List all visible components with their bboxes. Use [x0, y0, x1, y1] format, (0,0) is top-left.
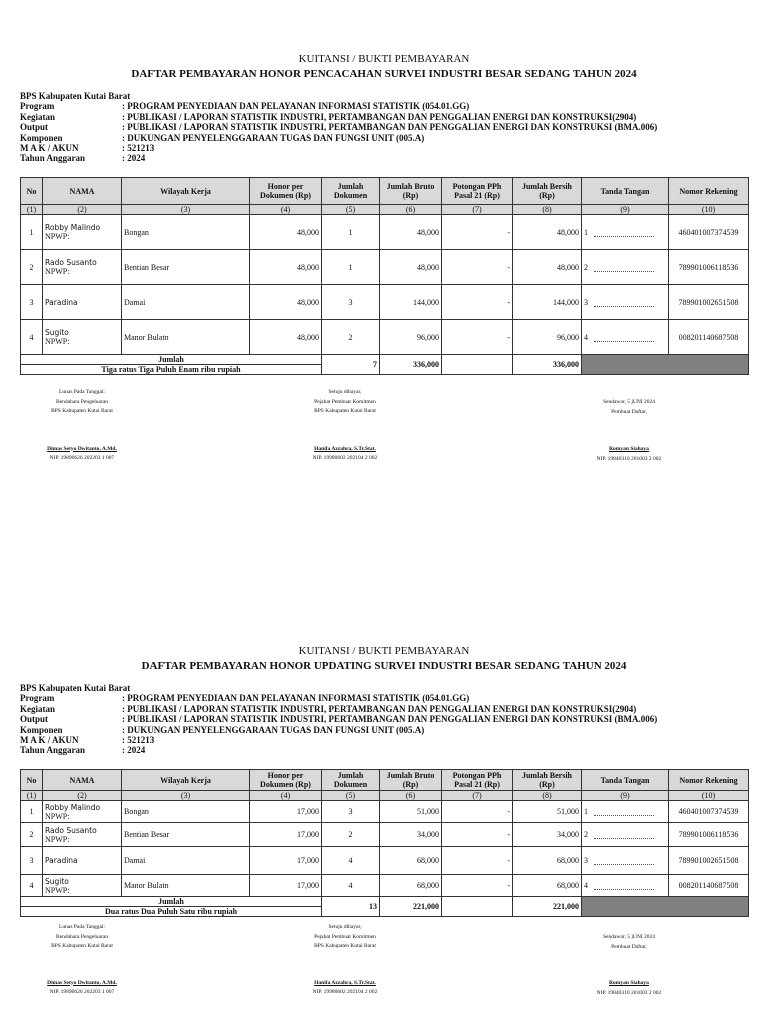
table-row: 1 Robby Malindo NPWP: Bongan 48,000 1 48,000 - 48,000 1 460401007374539	[21, 215, 749, 250]
meta-row-kegiatan: Kegiatan : PUBLIKASI / LAPORAN STATISTIK INDUSTRI, PERTAMBANGAN DAN PENGGALIAN ENERGI DAN KONSTRUKSI(2904)	[20, 111, 637, 122]
meta-row-akun: M A K / AKUN : 521213	[20, 143, 155, 154]
total-jumlah: 13	[322, 897, 380, 917]
table-header-row	[21, 178, 749, 205]
col-header: Nomor Rekening	[669, 770, 749, 791]
col-header: Honor per Dokumen (Rp)	[250, 178, 322, 205]
doc-subtitle: DAFTAR PEMBAYARAN HONOR UPDATING SURVEI INDUSTRI BESAR SEDANG TAHUN 2024	[141, 660, 627, 672]
col-header: No	[21, 770, 43, 791]
col-header: No	[21, 178, 43, 205]
total-row	[21, 897, 749, 917]
doc-title: KUITANSI / BUKTI PEMBAYARAN	[298, 53, 470, 65]
payment-table	[20, 177, 749, 375]
col-header: Jumlah Bersih (Rp)	[513, 178, 582, 205]
doc-meta	[20, 683, 657, 756]
total-bersih: 336,000	[513, 355, 582, 375]
index-row: (1) (2) (3) (4) (5) (6) (7) (8) (9) (10)	[21, 791, 749, 801]
table-row: 4 Sugito NPWP: Manor Bulatn 17,000 4 68,000 - 68,000 4 008201140687508	[21, 875, 749, 897]
payee-name: Sugito	[45, 876, 69, 886]
total-terbilang: Dua ratus Dua Puluh Satu ribu rupiah	[21, 906, 321, 916]
col-header: Tanda Tangan	[582, 178, 669, 205]
col-header: Jumlah Dokumen	[322, 178, 380, 205]
table-row: 3 Paradina Damai 17,000 4 68,000 - 68,000 3 789901002651508	[21, 847, 749, 875]
payee-name: Paradina	[45, 856, 78, 865]
table-row: 1 Robby Malindo NPWP: Bongan 17,000 3 51,000 - 51,000 1 460401007374539	[21, 801, 749, 823]
total-bruto: 221,000	[380, 897, 442, 917]
total-bruto: 336,000	[380, 355, 442, 375]
signature-pembuat-daftar: Sendawar, 5 jUNI 2024 Pembuat Daftar, Romyan Siahaya NIP. 19840310 201003 2 002	[596, 399, 662, 462]
doc-title: KUITANSI / BUKTI PEMBAYARAN	[298, 645, 470, 657]
table-header-row	[21, 770, 749, 791]
table-row: 2 Rado Susanto NPWP: Bentian Besar 48,000 1 48,000 - 48,000 2 789901006118536	[21, 250, 749, 285]
payee-name: Paradina	[45, 297, 78, 307]
meta-row-tahun: Tahun Anggaran : 2024	[20, 153, 146, 164]
col-header: Tanda Tangan	[582, 770, 669, 791]
meta-row-kegiatan: Kegiatan : PUBLIKASI / LAPORAN STATISTIK INDUSTRI, PERTAMBANGAN DAN PENGGALIAN ENERGI DAN KONSTRUKSI(2904)	[20, 703, 637, 714]
col-header: Wilayah Kerja	[122, 770, 250, 791]
signature-cell[interactable]: 4	[582, 875, 669, 897]
doc-subtitle: DAFTAR PEMBAYARAN HONOR PENCACAHAN SURVEI INDUSTRI BESAR SEDANG TAHUN 2024	[131, 68, 637, 80]
total-label: Jumlah	[158, 355, 184, 364]
total-bersih: 221,000	[513, 897, 582, 917]
table-row: 2 Rado Susanto NPWP: Bentian Besar 17,000 2 34,000 - 34,000 2 789901006118536	[21, 823, 749, 847]
payee-name: Robby Malindo	[45, 223, 101, 232]
org-name: BPS Kabupaten Kutai Barat	[20, 91, 131, 101]
col-header: Jumlah Bruto (Rp)	[380, 178, 442, 205]
payee-name: Rado Susanto	[45, 825, 97, 835]
meta-row-output: Output : PUBLIKASI / LAPORAN STATISTIK INDUSTRI, PERTAMBANGAN DAN PENGGALIAN ENERGI DAN KONSTRUKSI (BMA.006)	[20, 714, 658, 725]
signature-pembuat-daftar: Sendawar, 5 jUNI 2024 Pembuat Daftar, Romyan Siahaya NIP. 19840310 201003 2 002	[596, 934, 662, 996]
payee-name: Rado Susanto	[45, 258, 97, 267]
col-header: Honor per Dokumen (Rp)	[250, 770, 322, 791]
col-header: Wilayah Kerja	[122, 178, 250, 205]
table-row: 3 Paradina Damai 48,000 3 144,000 - 144,000 3 789901002651508	[21, 285, 749, 320]
payee-name: Sugito	[45, 328, 69, 337]
col-header: Potongan PPh Pasal 21 (Rp)	[442, 770, 513, 791]
total-terbilang: Tiga ratus Tiga Puluh Enam ribu rupiah	[21, 364, 321, 374]
total-row	[21, 355, 749, 375]
signature-cell[interactable]: 3	[582, 847, 669, 875]
signature-bendahara: Lunas Pada Tanggal: Bendahara Pengeluaran BPS Kabupaten Kutai Barat Dimas Setyo Dwitanto, A.Md. NIP. 19890626 202203 1 007	[47, 389, 117, 461]
meta-row-komponen: Komponen : DUKUNGAN PENYELENGGARAAN TUGAS DAN FUNGSI UNIT (005.A)	[20, 132, 425, 143]
table-row: 4 Sugito NPWP: Manor Bulatn 48,000 2 96,000 - 96,000 4 008201140687508	[21, 320, 749, 355]
signature-ppk: Setuju dibayar, Pejabat Pembuat Komitmen BPS Kabupaten Kutai Barat Hanifa Azzahra, S.Tr.Stat. NIP. 19980602 202104 2 002	[312, 389, 378, 461]
meta-row-tahun: Tahun Anggaran : 2024	[20, 745, 146, 756]
col-header: Jumlah Bersih (Rp)	[513, 770, 582, 791]
total-jumlah: 7	[322, 355, 380, 375]
payment-table	[20, 769, 749, 917]
col-header: NAMA	[43, 770, 122, 791]
meta-row-komponen: Komponen : DUKUNGAN PENYELENGGARAAN TUGAS DAN FUNGSI UNIT (005.A)	[20, 724, 425, 735]
col-header: Jumlah Bruto (Rp)	[380, 770, 442, 791]
col-header: Jumlah Dokumen	[322, 770, 380, 791]
org-name: BPS Kabupaten Kutai Barat	[20, 683, 131, 693]
signature-cell[interactable]: 1	[582, 215, 669, 250]
index-row: (1) (2) (3) (4) (5) (6) (7) (8) (9) (10)	[21, 205, 749, 215]
signature-cell[interactable]: 3	[582, 285, 669, 320]
col-header: NAMA	[43, 178, 122, 205]
col-header: Nomor Rekening	[669, 178, 749, 205]
signature-cell[interactable]: 2	[582, 250, 669, 285]
meta-row-output: Output : PUBLIKASI / LAPORAN STATISTIK INDUSTRI, PERTAMBANGAN DAN PENGGALIAN ENERGI DAN KONSTRUKSI (BMA.006)	[20, 122, 658, 133]
col-header: Potongan PPh Pasal 21 (Rp)	[442, 178, 513, 205]
total-label: Jumlah	[158, 897, 184, 906]
meta-row-program: Program : PROGRAM PENYEDIAAN DAN PELAYANAN INFORMASI STATISTIK (054.01.GG)	[20, 101, 470, 112]
doc-meta	[20, 91, 657, 164]
signature-cell[interactable]: 4	[582, 320, 669, 355]
signature-cell[interactable]: 1	[582, 801, 669, 823]
signature-cell[interactable]: 2	[582, 823, 669, 847]
meta-row-program: Program : PROGRAM PENYEDIAAN DAN PELAYANAN INFORMASI STATISTIK (054.01.GG)	[20, 693, 470, 704]
payee-name: Robby Malindo	[45, 802, 101, 812]
meta-row-akun: M A K / AKUN : 521213	[20, 735, 155, 746]
signature-bendahara: Lunas Pada Tanggal: Bendahara Pengeluaran BPS Kabupaten Kutai Barat Dimas Setyo Dwitanto, A.Md. NIP. 19890626 202203 1 007	[47, 924, 117, 995]
signature-ppk: Setuju dibayar, Pejabat Pembuat Komitmen BPS Kabupaten Kutai Barat Hanifa Azzahra, S.Tr.Stat. NIP. 19980602 202104 2 002	[312, 924, 378, 995]
